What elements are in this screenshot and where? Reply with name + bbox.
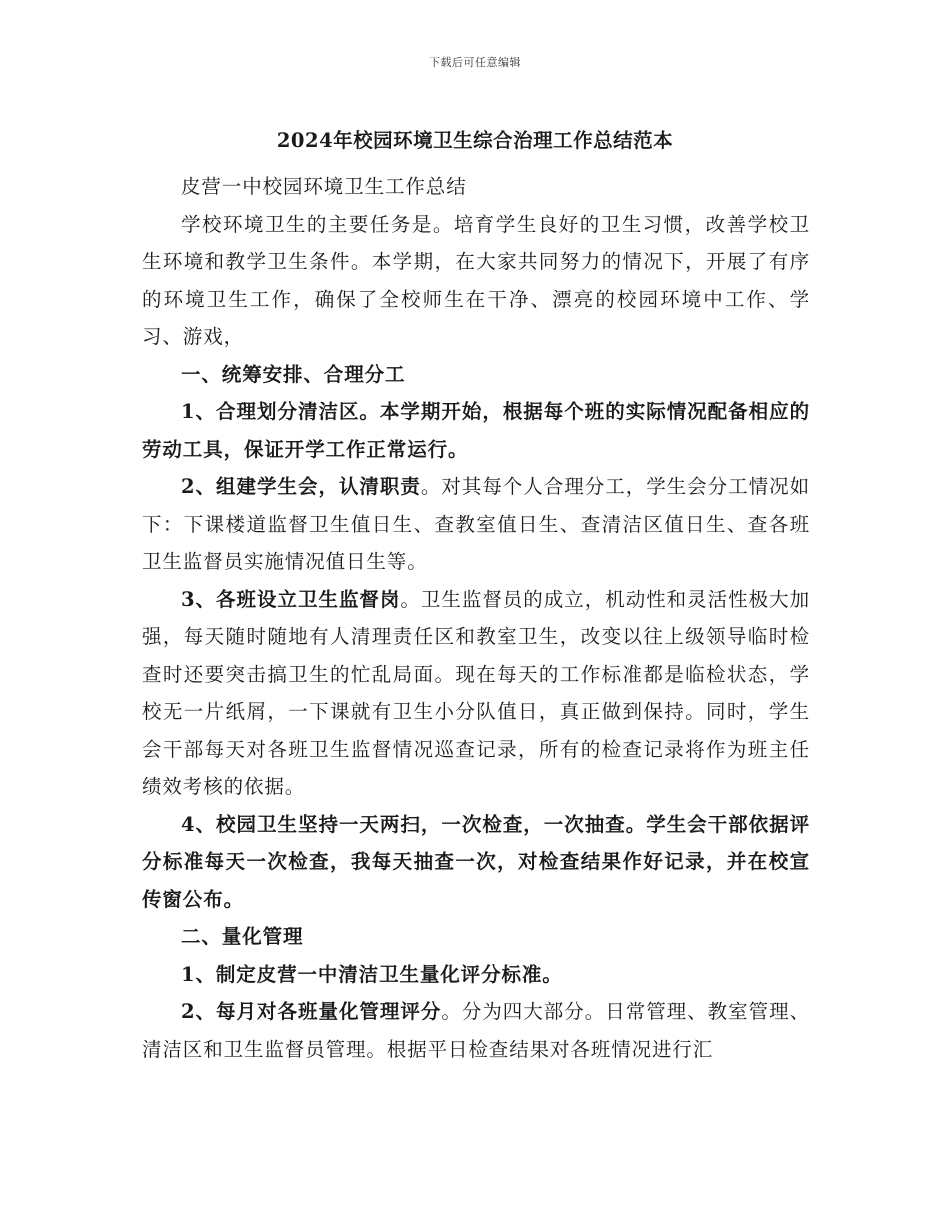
section2-item2 [142,993,810,1068]
section1-item2-text: 。对其每个人合理分工，学生会分工情况如下：下课楼道监督卫生值日生、查教室值日生、查清洁区值日生、查各班卫生监督员实施情况值日生等。 [142,475,810,573]
document-body [142,168,810,1068]
intro-paragraph: 学校环境卫生的主要任务是。培育学生良好的卫生习惯，改善学校卫生环境和教学卫生条件。本学期，在大家共同努力的情况下，开展了有序的环境卫生工作，确保了全校师生在干净、漂亮的校园环境中工作、学习、游戏， [142,212,810,348]
header-note: 下载后可任意编辑 [429,56,521,69]
section1-heading: 一、统筹安排、合理分工 [181,362,406,386]
section2-item1: 1、制定皮营一中清洁卫生量化评分标准。 [181,962,563,986]
section2-item2-lead: 2、每月对各班量化管理评分 [181,1000,442,1023]
document-title: 2024年校园环境卫生综合治理工作总结范本 [276,129,674,152]
section1-item1: 1、合理划分清洁区。本学期开始，根据每个班的实际情况配备相应的劳动工具，保证开学工作正常运行。 [142,400,810,461]
section2-item2-text: 。分为四大部分。日常管理、教室管理、清洁区和卫生监督员管理。根据平日检查结果对各班情况进行汇 [142,1000,810,1061]
section1-item3-text: 。卫生监督员的成立，机动性和灵活性极大加强，每天随时随地有人清理责任区和教室卫生，改变以往上级领导临时检查时还要突击搞卫生的忙乱局面。现在每天的工作标准都是临检状态，学校无一片纸屑，一下课就有卫生小分队值日，真正做到保持。同时，学生会干部每天对各班卫生监督情况巡查记录，所有的检查记录将作为班主任绩效考核的依据。 [142,587,810,798]
section2-heading: 二、量化管理 [181,925,304,948]
section1-item3-lead: 3、各班设立卫生监督岗 [181,587,401,611]
section1-item2-lead: 2、组建学生会，认清职责 [181,475,421,498]
section1-item2 [142,468,810,581]
section1-item4: 4、校园卫生坚持一天两扫，一次检查，一次抽查。学生会干部依据评分标准每天一次检查，我每天抽查一次，对检查结果作好记录，并在校宣传窗公布。 [142,812,810,911]
subtitle: 皮营一中校园环境卫生工作总结 [181,175,467,198]
section1-item3 [142,581,810,806]
